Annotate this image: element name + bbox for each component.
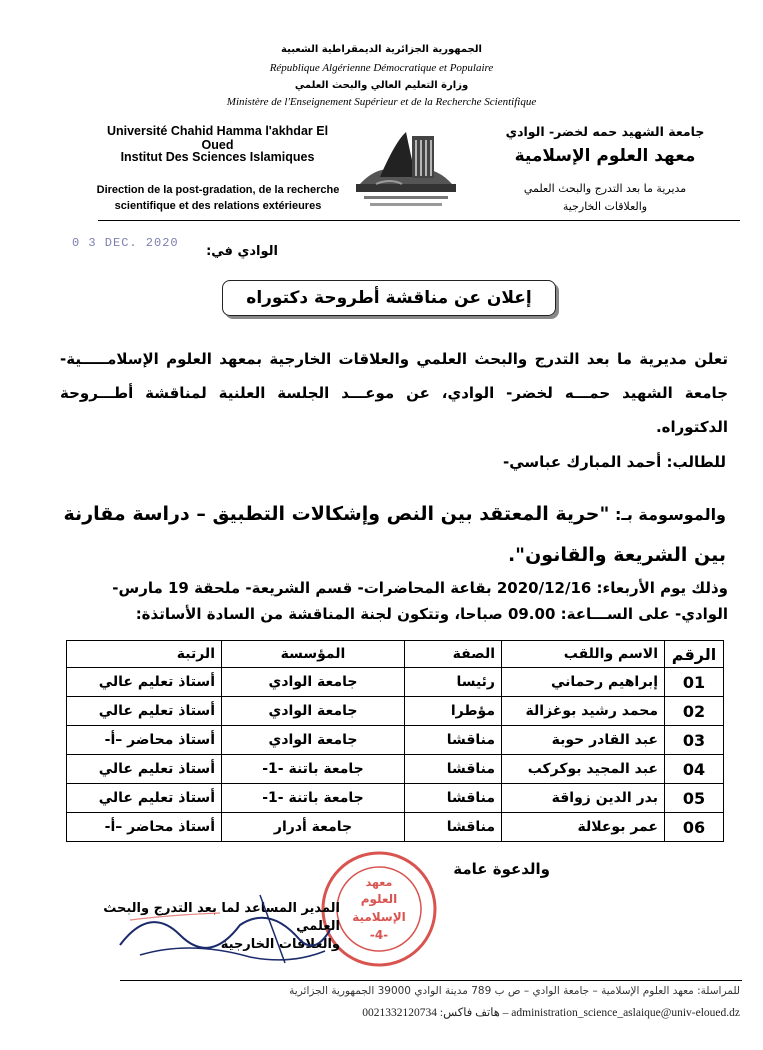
table-row (67, 668, 724, 697)
cell-name: عمر بوعلالة (502, 813, 665, 842)
cell-role: مؤطرا (405, 697, 502, 726)
institute-name-arabic: معهد العلوم الإسلامية (514, 146, 696, 166)
defense-datetime: وذلك يوم الأربعاء: 2020/12/16 بقاعة المحاضرات- قسم الشريعة- ملحقة 19 مارس- الوادي- على الســـاعة: 09.00 صباحا، وتتكون لجنة المناقشة من السادة الأساتذة: (112, 579, 728, 623)
table-row (67, 697, 724, 726)
cell-number: 03 (665, 726, 724, 755)
cell-rank: أستاذ تعليم عالي (67, 697, 222, 726)
cell-rank: أستاذ محاضر –أ- (67, 726, 222, 755)
table-row (67, 726, 724, 755)
cell-rank: أستاذ تعليم عالي (67, 784, 222, 813)
table-row (67, 784, 724, 813)
header-rank: الرتبة (67, 641, 222, 668)
received-date-stamp: 0 3 DEC. 2020 (72, 236, 179, 250)
ministry-french: Ministère de l'Enseignement Supérieur et de la Recherche Scientifique (226, 96, 537, 108)
university-name-arabic: جامعة الشهيد حمه لخضر- الوادي (505, 124, 705, 139)
cell-name: إبراهيم رحماني (502, 668, 665, 697)
cell-number: 01 (665, 668, 724, 697)
student-name: أحمد المبارك عباسي- (503, 453, 662, 471)
cell-role: مناقشا (405, 755, 502, 784)
table-row (67, 755, 724, 784)
seal-line-3: الإسلامية (352, 910, 406, 924)
cell-role: مناقشا (405, 726, 502, 755)
cell-rank: أستاذ تعليم عالي (67, 755, 222, 784)
cell-name: عبد المجيد بوكركب (502, 755, 665, 784)
cell-rank: أستاذ تعليم عالي (67, 668, 222, 697)
university-name-french: Université Chahid Hamma l'akhdar El Oued (106, 124, 329, 152)
cell-name: عبد القادر حوبة (502, 726, 665, 755)
cell-number: 02 (665, 697, 724, 726)
header-divider (98, 220, 740, 221)
direction-name-french: Direction de la post-gradation, de la recherche scientifique et des relations extérieures (96, 184, 340, 212)
cell-rank: أستاذ محاضر –أ- (67, 813, 222, 842)
cell-name: محمد رشيد بوغزالة (502, 697, 665, 726)
seal-line-4: -4- (369, 928, 389, 942)
seal-line-1: معهد (365, 876, 393, 889)
cell-institution: جامعة باتنة -1- (222, 755, 405, 784)
cell-number: 04 (665, 755, 724, 784)
university-logo-icon (350, 122, 462, 214)
invitation-text: والدعوة عامة (453, 860, 550, 878)
thesis-title: "حرية المعتقد بين النص وإشكالات التطبيق – دراسة مقارنة بين الشريعة والقانون". (63, 503, 726, 566)
student-line (200, 453, 726, 471)
ministry-arabic: وزارة التعليم العالي والبحث العلمي (294, 80, 469, 91)
signature-icon (110, 885, 340, 970)
direction-line-1: مديرية ما بعد التدرج والبحث العلمي (523, 182, 687, 195)
footer-address: للمراسلة: معهد العلوم الإسلامية – جامعة الوادي – ص ب 789 مدينة الوادي 39000 الجمهورية الجزائرية (289, 985, 740, 997)
cell-institution: جامعة أدرار (222, 813, 405, 842)
cell-role: مناقشا (405, 784, 502, 813)
cell-institution: جامعة الوادي (222, 697, 405, 726)
thesis-label: والموسومة بـ: (614, 505, 726, 524)
header-name: الاسم واللقب (502, 641, 665, 668)
cell-institution: جامعة باتنة -1- (222, 784, 405, 813)
jury-table (66, 640, 724, 842)
cell-institution: جامعة الوادي (222, 726, 405, 755)
date-label: الوادي في: (206, 244, 278, 259)
institute-name-french: Institut Des Sciences Islamiques (120, 150, 315, 164)
cell-number: 05 (665, 784, 724, 813)
footer-contact: هاتف فاكس: 0021332120734 – administration_science_aslaique@univ-eloued.dz (362, 1007, 740, 1019)
thesis-line (60, 494, 726, 576)
cell-name: بدر الدين زواقة (502, 784, 665, 813)
republic-french: République Algérienne Démocratique et Populaire (269, 62, 494, 74)
footer-divider (120, 980, 742, 981)
director-line-2: والعلاقات الخارجية (220, 937, 340, 952)
cell-number: 06 (665, 813, 724, 842)
header-number: الرقم (665, 641, 724, 668)
cell-role: رئيسا (405, 668, 502, 697)
cell-role: مناقشا (405, 813, 502, 842)
announcement-paragraph: تعلن مديرية ما بعد التدرج والبحث العلمي والعلاقات الخارجية بمعهد العلوم الإسلامـــــية- جامعة الشهيد حمـــه لخضر- الوادي، عن موعـــد الجلسة العلنية لمناقشة أطـــروحة الدكتوراه. (60, 350, 728, 436)
header-role: الصفة (405, 641, 502, 668)
announcement-title: إعلان عن مناقشة أطروحة دكتوراه (222, 280, 556, 316)
header-institution: المؤسسة (222, 641, 405, 668)
direction-name-arabic (470, 180, 740, 216)
table-header-row (67, 641, 724, 668)
seal-line-2: العلوم (360, 892, 398, 906)
table-row (67, 813, 724, 842)
direction-line-2: والعلاقات الخارجية (562, 200, 648, 213)
director-line-1: المدير المساعد لما بعد التدرج والبحث العلمي (103, 901, 340, 934)
cell-institution: جامعة الوادي (222, 668, 405, 697)
student-label: للطالب: (666, 453, 726, 471)
republic-arabic: الجمهورية الجزائرية الديمقراطية الشعبية (281, 44, 482, 55)
